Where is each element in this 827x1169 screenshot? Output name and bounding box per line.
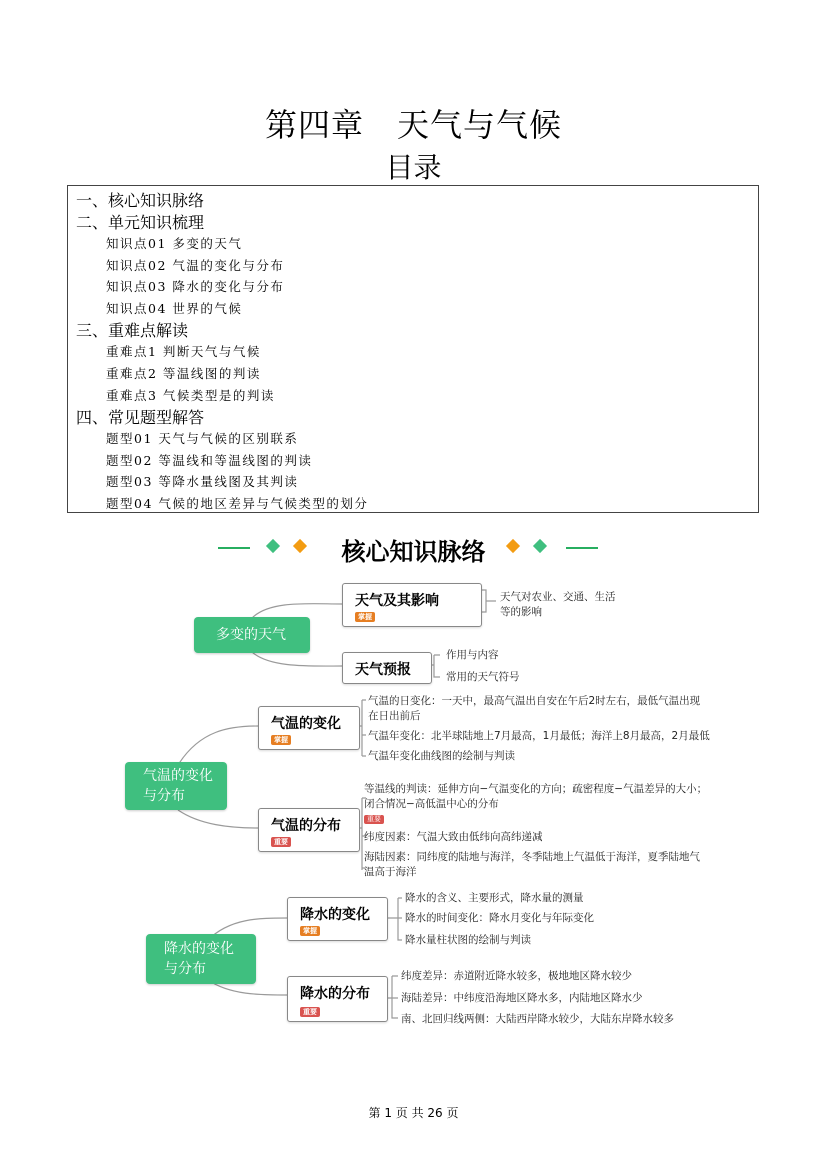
note: 气温年变化曲线图的绘制与判读 xyxy=(368,750,515,762)
node-weather-impact[interactable] xyxy=(342,583,482,627)
node-temp-change[interactable] xyxy=(258,706,360,750)
node-temp-distribution[interactable] xyxy=(258,808,360,852)
tag-master: 掌握 xyxy=(355,612,375,622)
tag-master: 掌握 xyxy=(300,926,320,936)
toc-item[interactable]: 重难点1 判断天气与气候 xyxy=(106,344,261,359)
node-label: 气温的变化 xyxy=(271,716,341,732)
note: 天气对农业、交通、生活 xyxy=(500,591,616,603)
note: 海陆差异：中纬度沿海地区降水多，内陆地区降水少 xyxy=(401,992,643,1004)
toc-item[interactable]: 题型02 等温线和等温线图的判读 xyxy=(106,453,313,468)
page-footer: 第 1 页 共 26 页 xyxy=(368,1106,459,1120)
node-weather-label: 多变的天气 xyxy=(216,627,286,643)
note: 纬度因素：气温大致由低纬向高纬递减 xyxy=(364,831,543,843)
toc-item[interactable]: 题型01 天气与气候的区别联系 xyxy=(106,431,299,446)
banner-title: 核心知识脉络 xyxy=(341,538,486,566)
note: 温高于海洋 xyxy=(364,866,417,878)
note: 等温线的判读：延伸方向−气温变化的方向；疏密程度−气温差异的大小； xyxy=(364,783,708,795)
toc-item[interactable]: 知识点02 气温的变化与分布 xyxy=(106,258,285,273)
node-precipitation-label: 降水的变化 xyxy=(164,941,234,957)
toc-section-2[interactable]: 二、单元知识梳理 xyxy=(76,213,205,232)
node-label: 降水的分布 xyxy=(300,986,370,1002)
chapter-title: 第四章 天气与气候 xyxy=(264,106,562,144)
node-temperature[interactable] xyxy=(125,762,227,810)
tag-important: 重要 xyxy=(271,837,291,847)
node-label: 气温的分布 xyxy=(271,818,341,834)
node-temperature-label: 气温的变化 xyxy=(143,768,213,784)
node-label: 降水的变化 xyxy=(300,907,370,923)
node-precipitation[interactable] xyxy=(146,934,256,984)
node-label: 天气及其影响 xyxy=(355,593,439,609)
tag-important: 重要 xyxy=(300,1007,320,1017)
toc-item[interactable]: 题型04 气候的地区差异与气候类型的划分 xyxy=(106,496,369,511)
note: 气温年变化：北半球陆地上7月最高，1月最低；海洋上8月最高，2月最低 xyxy=(368,730,710,742)
note: 纬度差异：赤道附近降水较多，极地地区降水较少 xyxy=(401,970,632,982)
toc-item[interactable]: 重难点3 气候类型是的判读 xyxy=(106,388,275,403)
note: 南、北回归线两侧：大陆西岸降水较少，大陆东岸降水较多 xyxy=(401,1013,674,1025)
node-weather[interactable] xyxy=(194,617,310,653)
note: 等的影响 xyxy=(500,606,542,618)
node-precipitation-label: 与分布 xyxy=(164,961,206,977)
toc-item[interactable]: 知识点04 世界的气候 xyxy=(106,301,243,316)
node-temperature-label: 与分布 xyxy=(143,788,185,804)
note: 作用与内容 xyxy=(446,649,499,661)
note: 在日出前后 xyxy=(368,710,421,722)
node-rain-distribution[interactable] xyxy=(287,976,388,1022)
toc-item[interactable]: 重难点2 等温线图的判读 xyxy=(106,366,261,381)
toc-section-1[interactable]: 一、核心知识脉络 xyxy=(76,191,205,210)
tag-important: 重要 xyxy=(364,815,384,824)
node-label: 天气预报 xyxy=(355,662,411,678)
toc-heading: 目录 xyxy=(385,151,442,184)
note: 海陆因素：同纬度的陆地与海洋，冬季陆地上气温低于海洋，夏季陆地气 xyxy=(364,851,700,863)
note: 降水量柱状图的绘制与判读 xyxy=(405,934,531,946)
toc-section-4[interactable]: 四、常见题型解答 xyxy=(76,408,205,427)
note: 气温的日变化：一天中，最高气温出自安在午后2时左右，最低气温出现 xyxy=(368,695,701,707)
node-rain-change[interactable] xyxy=(287,897,388,941)
toc-section-3[interactable]: 三、重难点解读 xyxy=(76,321,189,340)
note: 闭合情况−高低温中心的分布 xyxy=(364,798,499,810)
toc-item[interactable]: 知识点01 多变的天气 xyxy=(106,236,243,251)
note: 降水的时间变化：降水月变化与年际变化 xyxy=(405,912,594,924)
toc-item[interactable]: 题型03 等降水量线图及其判读 xyxy=(106,474,299,489)
toc-item[interactable]: 知识点03 降水的变化与分布 xyxy=(106,279,285,294)
note: 降水的含义、主要形式，降水量的测量 xyxy=(405,892,584,904)
node-weather-forecast[interactable] xyxy=(342,652,432,684)
tag-master: 掌握 xyxy=(271,735,291,745)
note: 常用的天气符号 xyxy=(446,671,520,683)
